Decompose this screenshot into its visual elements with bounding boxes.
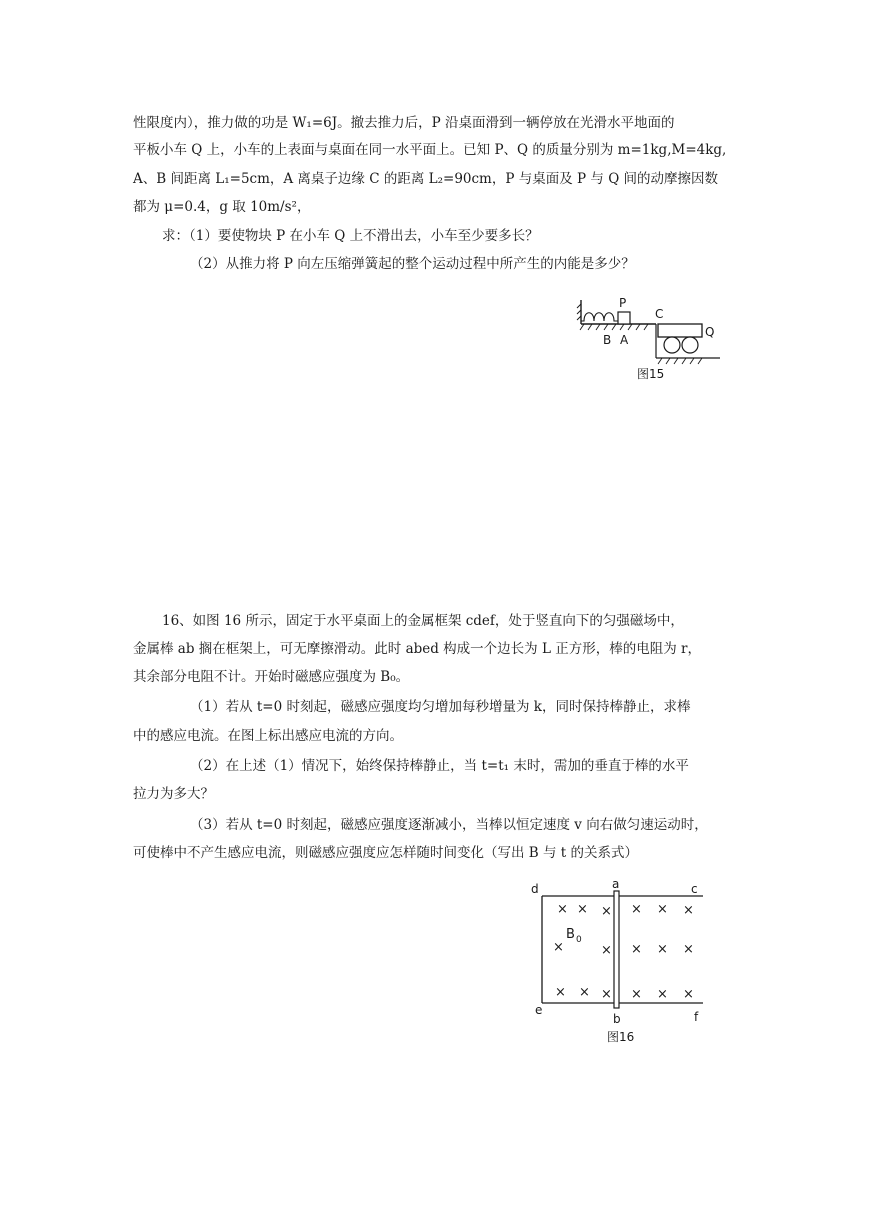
p16-line-2: 金属棒 ab 搁在框架上，可无摩擦滑动。此时 abed 构成一个边长为 L 正方形，棒的电阻为 r， bbox=[133, 641, 701, 657]
p15-line-2: 平板小车 Q 上，小车的上表面与桌面在同一水平面上。已知 P、Q 的质量分别为 m=1kg,M=4kg, bbox=[133, 142, 727, 158]
figure-16-caption: 图16 bbox=[607, 1030, 635, 1044]
field-cross: × bbox=[683, 942, 694, 957]
label-b: b bbox=[613, 1012, 621, 1026]
field-cross: × bbox=[631, 942, 642, 957]
field-cross: × bbox=[553, 940, 564, 955]
label-b: B bbox=[603, 333, 612, 347]
p15-line-3: A、B 间距离 L₁=5cm，A 离桌子边缘 C 的距离 L₂=90cm，P 与桌面及 P 与 Q 间的动摩擦因数 bbox=[133, 171, 719, 187]
p15-question-2: （2）从推力将 P 向左压缩弹簧起的整个运动过程中所产生的内能是多少？ bbox=[190, 256, 635, 272]
figure-15 bbox=[570, 290, 730, 390]
p16-q3-line-2: 可使棒中不产生感应电流，则磁感应强度应怎样随时间变化（写出 B 与 t 的关系式） bbox=[133, 845, 639, 861]
magnetic-field-crosses bbox=[553, 902, 694, 1002]
label-a: a bbox=[612, 877, 620, 891]
p16-q1-line-1: （1）若从 t=0 时刻起，磁感应强度均匀增加每秒增量为 k，同时保持棒静止，求棒 bbox=[190, 699, 691, 715]
field-cross: × bbox=[555, 985, 566, 1000]
label-c: c bbox=[691, 882, 698, 896]
label-q: Q bbox=[705, 325, 715, 339]
field-cross: × bbox=[657, 987, 668, 1002]
label-c: C bbox=[655, 307, 664, 321]
label-b0-subscript: 0 bbox=[576, 935, 582, 945]
block-p bbox=[618, 312, 630, 324]
p15-line-1: 性限度内），推力做的功是 W₁=6J。撤去推力后，P 沿桌面滑到一辆停放在光滑水平地面的 bbox=[133, 115, 675, 131]
label-a: A bbox=[620, 333, 629, 347]
figure-16 bbox=[525, 872, 715, 1047]
field-cross: × bbox=[657, 942, 668, 957]
p16-line-3: 其余部分电阻不计。开始时磁感应强度为 B₀。 bbox=[133, 669, 410, 685]
p15-question-1: 求：（1）要使物块 P 在小车 Q 上不滑出去，小车至少要多长？ bbox=[162, 228, 539, 244]
field-cross: × bbox=[557, 902, 568, 917]
cart-wheel-left bbox=[664, 337, 680, 353]
label-e: e bbox=[535, 1003, 543, 1017]
p16-q2-line-2: 拉力为多大？ bbox=[133, 786, 214, 802]
cart-wheel-right bbox=[682, 337, 698, 353]
field-cross: × bbox=[601, 904, 612, 919]
figure-15-caption: 图15 bbox=[637, 367, 665, 381]
spring-icon bbox=[581, 313, 618, 321]
field-cross: × bbox=[683, 903, 694, 918]
label-d: d bbox=[531, 882, 539, 896]
p16-q3-line-1: （3）若从 t=0 时刻起，磁感应强度逐渐减小，当棒以恒定速度 v 向右做匀速运动时， bbox=[190, 817, 708, 833]
field-cross: × bbox=[631, 987, 642, 1002]
rod-ab bbox=[614, 891, 619, 1008]
p15-line-4: 都为 μ=0.4，g 取 10m/s²， bbox=[133, 199, 311, 215]
field-cross: × bbox=[657, 902, 668, 917]
field-cross: × bbox=[577, 902, 588, 917]
field-cross: × bbox=[601, 943, 612, 958]
cart-q bbox=[658, 324, 702, 337]
p16-q1-line-2: 中的感应电流。在图上标出感应电流的方向。 bbox=[133, 728, 403, 744]
field-cross: × bbox=[601, 987, 612, 1002]
p16-q2-line-1: （2）在上述（1）情况下，始终保持棒静止，当 t=t₁ 末时，需加的垂直于棒的水平 bbox=[190, 758, 689, 774]
label-f: f bbox=[694, 1010, 699, 1024]
field-cross: × bbox=[683, 987, 694, 1002]
p16-line-1: 16、如图 16 所示，固定于水平桌面上的金属框架 cdef，处于竖直向下的匀强磁场中， bbox=[162, 613, 684, 629]
label-b0: B bbox=[566, 927, 575, 942]
label-p: P bbox=[619, 296, 627, 310]
field-cross: × bbox=[631, 902, 642, 917]
field-cross: × bbox=[579, 985, 590, 1000]
